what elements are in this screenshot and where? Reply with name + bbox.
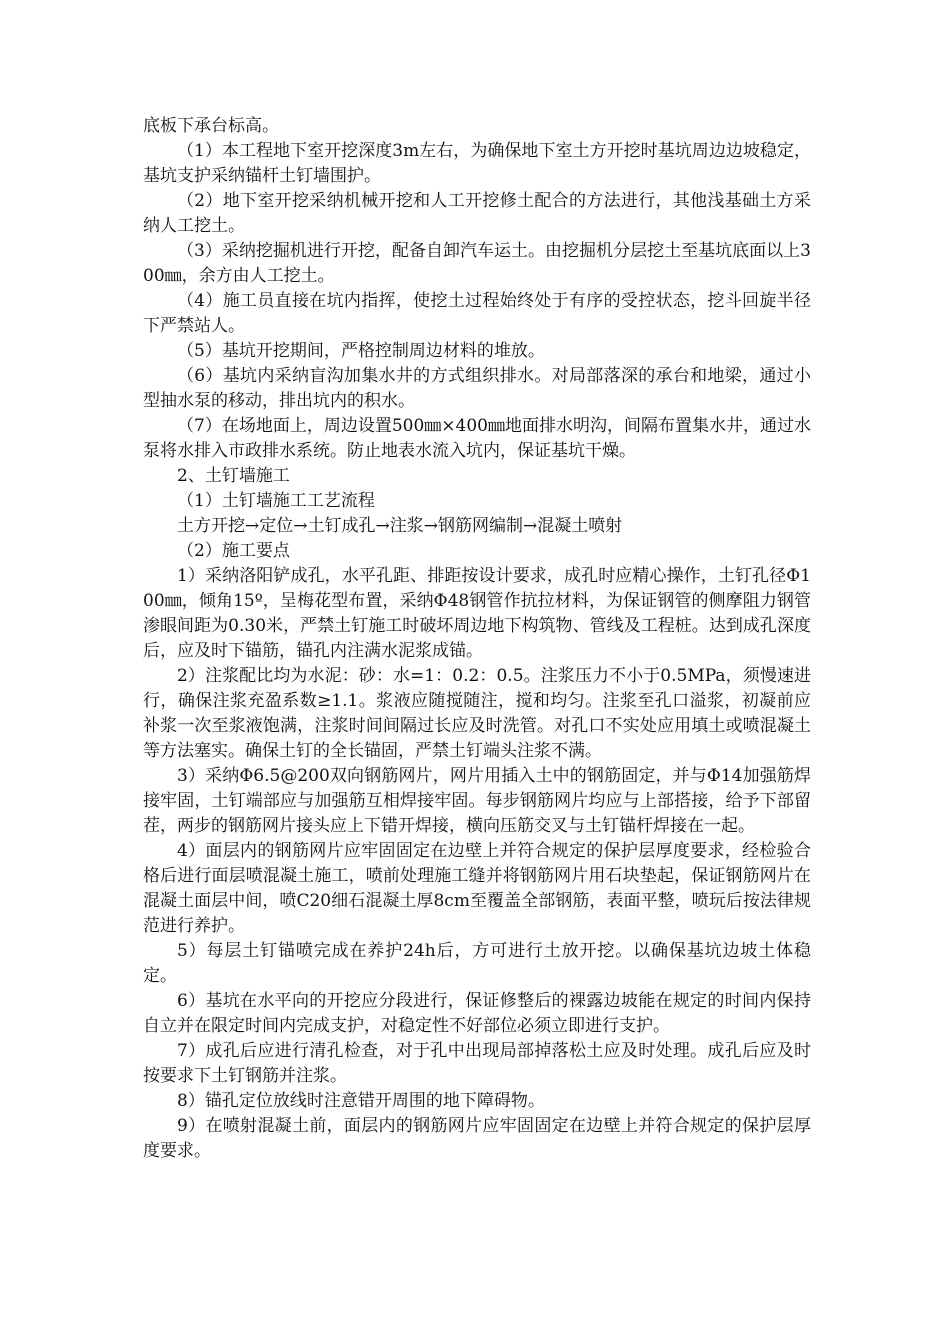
point-7: 7）成孔后应进行清孔检查，对于孔中出现局部掉落松土应及时处理。成孔后应及时按要求下土钉钢筋并注浆。 [143,1041,811,1086]
point-8: 8）锚孔定位放线时注意错开周围的地下障碍物。 [177,1091,545,1111]
point-6: 6）基坑在水平向的开挖应分段进行，保证修整后的裸露边坡能在规定的时间内保持自立并在限定时间内完成支护，对稳定性不好部位必须立即进行支护。 [143,991,811,1036]
paragraph-item-3: （3）采纳挖掘机进行开挖，配备自卸汽车运土。由挖掘机分层挖土至基坑底面以上300㎜，余方由人工挖土。 [143,241,811,286]
paragraph-item-5: （5）基坑开挖期间，严格控制周边材料的堆放。 [177,341,545,361]
paragraph-continuation: 底板下承台标高。 [143,116,279,136]
paragraph-item-6: （6）基坑内采纳盲沟加集水井的方式组织排水。对局部落深的承台和地梁，通过小型抽水泵的移动，排出坑内的积水。 [143,366,811,411]
paragraph-item-7: （7）在场地面上，周边设置500㎜×400㎜地面排水明沟，间隔布置集水井，通过水泵将水排入市政排水系统。防止地表水流入坑内，保证基坑干燥。 [143,416,811,461]
point-1: 1）采纳洛阳铲成孔，水平孔距、排距按设计要求，成孔时应精心操作，土钉孔径Φ100㎜，倾角15º，呈梅花型布置，采纳Φ48钢管作抗拉材料，为保证钢管的侧摩阻力钢管渗眼间距为0.30米，严禁土钉施工时破坏周边地下构筑物、管线及工程桩。达到成孔深度后，应及时下锚筋，锚孔内注满水泥浆成锚。 [143,566,811,661]
subheading-construction-points: （2）施工要点 [177,541,290,561]
point-9: 9）在喷射混凝土前，面层内的钢筋网片应牢固固定在边壁上并符合规定的保护层厚度要求。 [143,1116,811,1161]
point-5: 5）每层土钉锚喷完成在养护24h后，方可进行土放开挖。以确保基坑边坡土体稳定。 [143,941,811,986]
point-2: 2）注浆配比均为水泥：砂：水=1：0.2：0.5。注浆压力不小于0.5MPa，须慢速进行，确保注浆充盈系数≥1.1。浆液应随搅随注，搅和均匀。注浆至孔口溢浆，初凝前应补浆一次至浆液饱满，注浆时间间隔过长应及时洗管。对孔口不实处应用填土或喷混凝土等方法塞实。确保土钉的全长锚固，严禁土钉端头注浆不满。 [143,666,811,761]
point-3: 3）采纳Φ6.5@200双向钢筋网片，网片用插入土中的钢筋固定，并与Φ14加强筋焊接牢固，土钉端部应与加强筋互相焊接牢固。每步钢筋网片均应与上部搭接，给予下部留茬，两步的钢筋网片接头应上下错开焊接，横向压筋交叉与土钉锚杆焊接在一起。 [143,766,811,836]
document-page [143,114,811,1164]
process-flow-line: 土方开挖→定位→土钉成孔→注浆→钢筋网编制→混凝土喷射 [177,516,623,536]
point-4: 4）面层内的钢筋网片应牢固固定在边壁上并符合规定的保护层厚度要求，经检验合格后进行面层喷混凝土施工，喷前处理施工缝并将钢筋网片用石块垫起，保证钢筋网片在混凝土面层中间，喷C20细石混凝土厚8cm至覆盖全部钢筋，表面平整，喷玩后按法律规范进行养护。 [143,841,811,936]
paragraph-item-2: （2）地下室开挖采纳机械开挖和人工开挖修土配合的方法进行，其他浅基础土方采纳人工挖土。 [143,191,811,236]
section-heading-soil-nail-wall: 2、土钉墙施工 [177,466,290,486]
paragraph-item-1: （1）本工程地下室开挖深度3m左右，为确保地下室土方开挖时基坑周边边坡稳定，基坑支护采纳锚杆土钉墙围护。 [143,141,811,186]
paragraph-item-4: （4）施工员直接在坑内指挥，使挖土过程始终处于有序的受控状态，挖斗回旋半径下严禁站人。 [143,291,811,336]
subheading-process-flow: （1）土钉墙施工工艺流程 [177,491,375,511]
